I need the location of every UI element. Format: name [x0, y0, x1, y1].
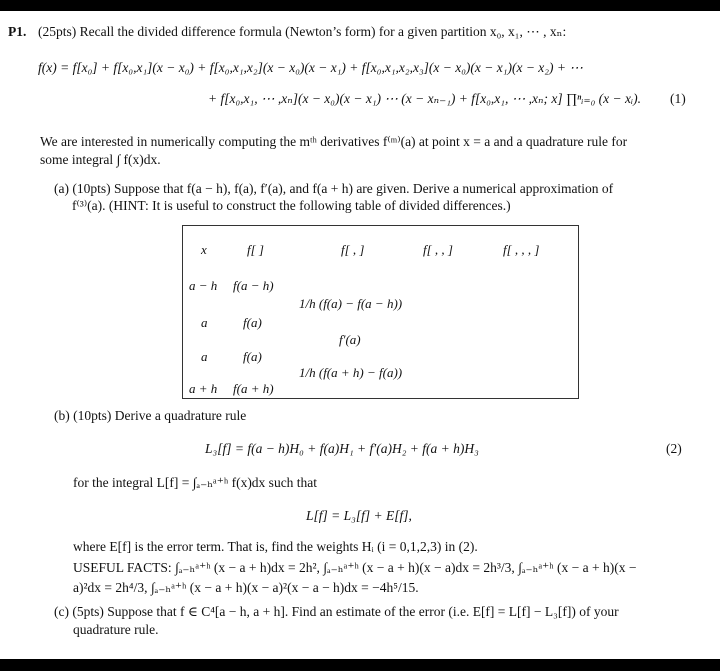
part-a-line-1: (a) (10pts) Suppose that f(a − h), f(a), f′(a), and f(a + h) are given. Derive a numerical approximation of — [54, 181, 614, 196]
table-x-row-2: a — [201, 315, 208, 330]
table-header-f0: f[ ] — [247, 242, 264, 257]
table-header-f1: f[ , ] — [341, 242, 365, 257]
part-c-line-2: quadrature rule. — [73, 622, 159, 637]
table-x-row-4: a + h — [189, 381, 218, 396]
table-header-f2: f[ , , ] — [423, 242, 453, 257]
equation-3: L[f] = L₃[f] + E[f], — [306, 508, 412, 523]
equation-2: L₃[f] = f(a − h)H₀ + f(a)H₁ + f′(a)H₂ + f(a + h)H₃ — [205, 441, 479, 456]
equation-1-number: (1) — [670, 91, 686, 106]
table-dd1-2: f′(a) — [339, 332, 361, 347]
part-a-line-2: f⁽³⁾(a). (HINT: It is useful to construct the following table of divided differences.) — [72, 198, 511, 213]
table-f-row-3: f(a) — [243, 349, 262, 364]
table-f-row-2: f(a) — [243, 315, 262, 330]
useful-facts-line-2: a)²dx = 2h⁴/3, ∫ₐ₋ₕᵃ⁺ʰ (x − a + h)(x − a)²(x − a − h)dx = −4h⁵/15. — [73, 580, 419, 595]
part-b-line-1: (b) (10pts) Derive a quadrature rule — [54, 408, 247, 423]
table-f-row-1: f(a − h) — [233, 278, 274, 293]
bottom-border — [0, 659, 720, 671]
table-f-row-4: f(a + h) — [233, 381, 274, 396]
intro-line-2: some integral ∫ f(x)dx. — [40, 152, 161, 167]
table-x-row-1: a − h — [189, 278, 218, 293]
table-x-row-3: a — [201, 349, 208, 364]
part-b-line-3: where E[f] is the error term. That is, find the weights Hᵢ (i = 0,1,2,3) in (2). — [73, 539, 478, 554]
table-dd1-1: 1/h (f(a) − f(a − h)) — [299, 296, 403, 311]
equation-1-line-2: + f[x₀,x₁, ⋯ ,xₙ](x − x₀)(x − x₁) ⋯ (x − xₙ₋₁) + f[x₀,x₁, ⋯ ,xₙ; x] ∏ⁿᵢ₌₀ (x − xᵢ). — [208, 91, 641, 106]
table-header-x: x — [201, 242, 207, 257]
table-dd1-3: 1/h (f(a + h) − f(a)) — [299, 365, 403, 380]
equation-1-line-1: f(x) = f[x₀] + f[x₀,x₁](x − x₀) + f[x₀,x₁,x₂](x − x₀)(x − x₁) + f[x₀,x₁,x₂,x₃](x − x₀)(x − x₁)(x − x₂) + ⋯ — [38, 60, 583, 75]
divided-difference-table — [182, 225, 579, 399]
top-border — [0, 0, 720, 11]
problem-header: (25pts) Recall the divided difference formula (Newton’s form) for a given partition x₀, x₁, ⋯ , xₙ: — [38, 24, 567, 39]
problem-label: P1. — [8, 24, 27, 39]
useful-facts-line-1: USEFUL FACTS: ∫ₐ₋ₕᵃ⁺ʰ (x − a + h)dx = 2h², ∫ₐ₋ₕᵃ⁺ʰ (x − a + h)(x − a)dx = 2h³/3, ∫ₐ₋ₕᵃ⁺ʰ (x − a + h)(x − — [73, 560, 637, 575]
part-b-line-2: for the integral L[f] = ∫ₐ₋ₕᵃ⁺ʰ f(x)dx such that — [73, 475, 318, 490]
table-header-f3: f[ , , , ] — [503, 242, 540, 257]
part-c-line-1: (c) (5pts) Suppose that f ∈ C⁴[a − h, a + h]. Find an estimate of the error (i.e. E[f] = L[f] − L₃[f]) of your — [54, 604, 619, 619]
equation-2-number: (2) — [666, 441, 682, 456]
intro-line-1: We are interested in numerically computing the mᵗʰ derivatives f⁽ᵐ⁾(a) at point x = a and a quadrature rule for — [40, 134, 628, 149]
